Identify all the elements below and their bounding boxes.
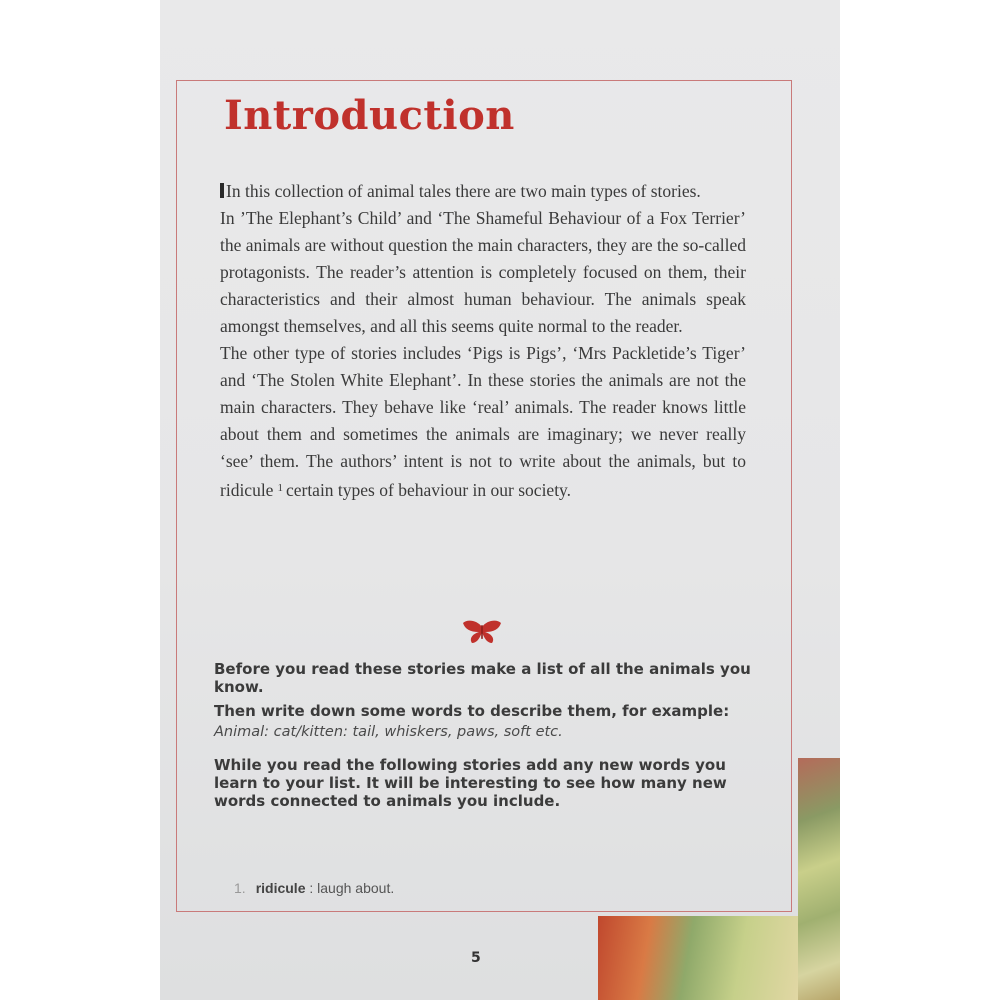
- activity-instruction-1: Before you read these stories make a list of all the animals you know.: [214, 660, 751, 696]
- footnote-reference[interactable]: 1: [277, 482, 283, 494]
- drop-cap-mark: [220, 183, 224, 198]
- activity-example: Animal: cat/kitten: tail, whiskers, paws, soft etc.: [214, 724, 563, 740]
- activity-instruction-3: While you read the following stories add any new words you learn to your list. It will be interesting to see how many new words connected to animals you include.: [214, 756, 727, 810]
- page-title: Introduction: [224, 92, 515, 139]
- footnote: [234, 880, 394, 896]
- footnote-term: ridicule: [255, 880, 306, 896]
- butterfly-icon: [462, 620, 502, 644]
- activity-box: [214, 660, 754, 810]
- background-painting-bottom: [598, 916, 798, 1000]
- intro-paragraph-2: In ’The Elephant’s Child’ and ‘The Shameful Behaviour of a Fox Terrier’ the animals are without question the main characters, they are the so-called protagonists. The reader’s attention is completely focused on them, their characteristics and their almost human behaviour. The animals speak amongst themselves, and all this seems quite normal to the reader.: [220, 208, 746, 336]
- footnote-definition: : laugh about.: [309, 880, 395, 896]
- activity-instruction-2: Then write down some words to describe them, for example:: [214, 702, 730, 720]
- intro-paragraph-3: The other type of stories includes ‘Pigs is Pigs’, ‘Mrs Packletide’s Tiger’ and ‘The Stolen White Elephant’. In these stories the animals are not the main characters. They behave like ‘real’ animals. The reader knows little about them and sometimes the animals are imaginary; we never really ‘see’ them. The authors’ intent is not to write about the animals, but to ridicule $^1$ certain types of behaviour in our society.: [220, 343, 746, 500]
- intro-paragraph-1: In this collection of animal tales there are two main types of stories.: [220, 178, 746, 205]
- intro-body: [220, 178, 746, 504]
- background-painting: [798, 758, 840, 1000]
- page-number: 5: [471, 950, 481, 966]
- footnote-number: 1.: [234, 880, 246, 896]
